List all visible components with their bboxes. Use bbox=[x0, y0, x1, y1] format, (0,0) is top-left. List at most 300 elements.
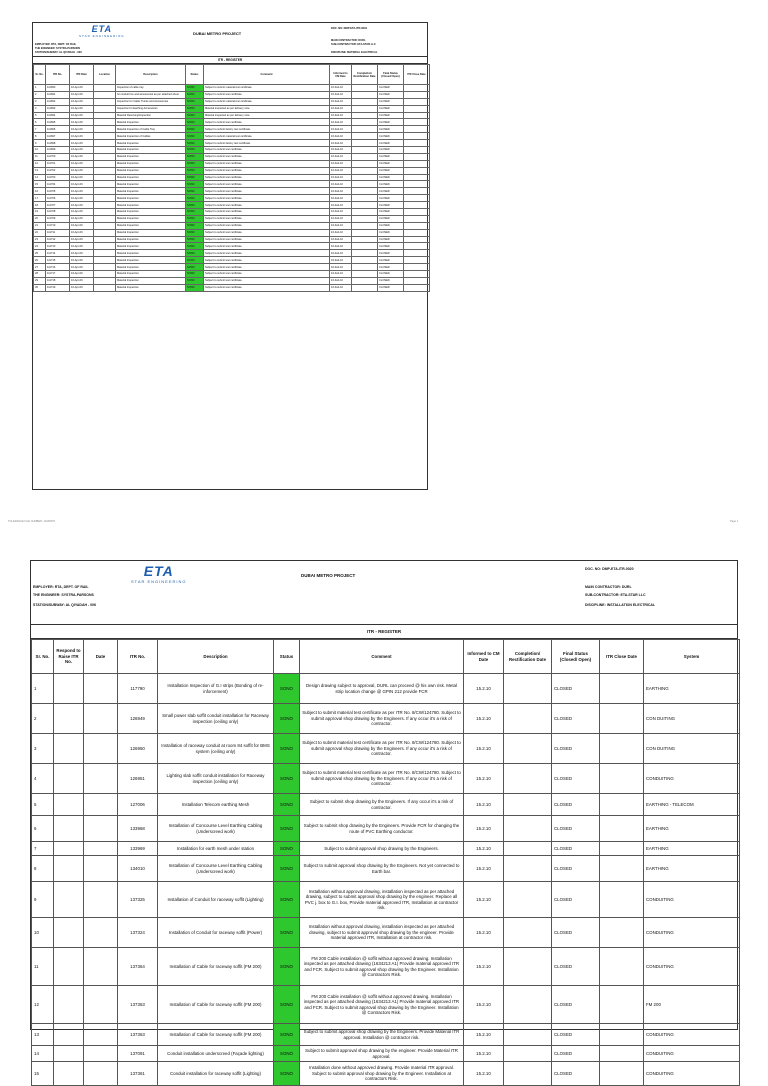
date-cell bbox=[84, 842, 118, 856]
comment-cell: Subject to submit test certificate. bbox=[204, 277, 330, 284]
respond-itr-cell bbox=[54, 1024, 84, 1046]
itr-no-cell: 111690 bbox=[46, 85, 70, 92]
itr-date-cell: 16-Apr-09 bbox=[70, 195, 94, 202]
itr-no-cell: 137325 bbox=[118, 882, 158, 918]
informed-date-cell: 16-Feb-10 bbox=[330, 105, 352, 112]
system-cell: EARTHING - TELECOM bbox=[644, 794, 740, 816]
column-header: ITR No. bbox=[46, 65, 70, 85]
completion-date-cell bbox=[352, 195, 378, 202]
final-status-cell: CLOSED bbox=[552, 948, 600, 986]
sr-no-cell: 4 bbox=[32, 764, 54, 794]
close-date-cell bbox=[404, 195, 430, 202]
date-cell bbox=[84, 704, 118, 734]
close-date-cell bbox=[404, 105, 430, 112]
completion-date-cell bbox=[352, 277, 378, 284]
final-status-cell: CLOSED bbox=[378, 264, 404, 271]
completion-date-cell bbox=[352, 243, 378, 250]
table-row bbox=[34, 243, 430, 250]
close-date-cell bbox=[404, 229, 430, 236]
completion-date-cell bbox=[352, 229, 378, 236]
location-cell bbox=[94, 98, 116, 105]
completion-date-cell bbox=[352, 105, 378, 112]
location-cell bbox=[94, 195, 116, 202]
sr-no-cell: 28 bbox=[34, 271, 46, 278]
description-cell: Material Inspection bbox=[116, 236, 186, 243]
location-cell bbox=[94, 91, 116, 98]
completion-date-cell bbox=[352, 147, 378, 154]
close-date-cell bbox=[600, 842, 644, 856]
informed-date-cell: 16-Feb-10 bbox=[330, 98, 352, 105]
description-cell: Small power slab soffit conduit installation for Raceway inspection (ceiling only) bbox=[158, 704, 274, 734]
location-cell bbox=[94, 167, 116, 174]
completion-date-cell bbox=[352, 202, 378, 209]
description-cell: Installation of Cable for raceway soffit (FM 200) bbox=[158, 948, 274, 986]
final-status-cell: CLOSED bbox=[552, 856, 600, 882]
itr-no-cell: 111719 bbox=[46, 284, 70, 291]
column-header: Informed to CM Date bbox=[330, 65, 352, 85]
comment-cell: Subject to submit test certificate. bbox=[204, 215, 330, 222]
final-status-cell: CLOSED bbox=[378, 119, 404, 126]
comment-cell: Subject to submit test certificate. bbox=[204, 222, 330, 229]
informed-date-cell: 15.2.10 bbox=[464, 986, 504, 1024]
completion-date-cell bbox=[504, 674, 552, 704]
itr-no-cell: 137091 bbox=[118, 1046, 158, 1062]
comment-cell: Subject to submit test certificate. bbox=[204, 250, 330, 257]
close-date-cell bbox=[600, 1046, 644, 1062]
completion-date-cell bbox=[352, 153, 378, 160]
itr-no-cell: 111716 bbox=[46, 264, 70, 271]
completion-date-cell bbox=[504, 704, 552, 734]
close-date-cell bbox=[404, 277, 430, 284]
sr-no-cell: 2 bbox=[34, 91, 46, 98]
itr-date-cell: 16-Apr-09 bbox=[70, 202, 94, 209]
close-date-cell bbox=[600, 882, 644, 918]
itr-date-cell: 16-Apr-09 bbox=[70, 181, 94, 188]
table-row bbox=[34, 202, 430, 209]
register-sheet-2 bbox=[30, 560, 738, 1082]
system-cell: CONDUITING bbox=[644, 764, 740, 794]
itr-no-cell: 111692 bbox=[46, 98, 70, 105]
itr-register-table bbox=[33, 64, 430, 292]
itr-date-cell: 16-Apr-09 bbox=[70, 105, 94, 112]
status-cell: SONO bbox=[274, 986, 300, 1024]
informed-date-cell: 16-Feb-10 bbox=[330, 271, 352, 278]
table-row bbox=[34, 236, 430, 243]
informed-date-cell: 16-Feb-10 bbox=[330, 257, 352, 264]
date-cell bbox=[84, 674, 118, 704]
completion-date-cell bbox=[352, 167, 378, 174]
itr-no-cell: 126951 bbox=[118, 764, 158, 794]
final-status-cell: CLOSED bbox=[552, 918, 600, 948]
sr-no-cell: 16 bbox=[34, 188, 46, 195]
comment-cell: Design drawing subject to approval, DURL can proceed @ his own risk. Metal strip location change @ GPIN 212 provide FCR bbox=[300, 674, 464, 704]
itr-date-cell: 16-Apr-09 bbox=[70, 140, 94, 147]
table-row bbox=[34, 91, 430, 98]
itr-no-cell: 137363 bbox=[118, 986, 158, 1024]
column-header: Final Status (Closed/ Open) bbox=[378, 65, 404, 85]
table-row bbox=[32, 764, 740, 794]
itr-no-cell: 111701 bbox=[46, 160, 70, 167]
date-cell bbox=[84, 856, 118, 882]
itr-no-cell: 111695 bbox=[46, 119, 70, 126]
itr-date-cell: 16-Apr-09 bbox=[70, 112, 94, 119]
status-cell: SONO bbox=[186, 133, 204, 140]
table-body bbox=[34, 85, 430, 292]
table-row bbox=[32, 1046, 740, 1062]
completion-date-cell bbox=[352, 209, 378, 216]
column-header: ITR No. bbox=[118, 640, 158, 674]
description-cell: Installation for earth mesh under station bbox=[158, 842, 274, 856]
column-header: Status bbox=[186, 65, 204, 85]
close-date-cell bbox=[600, 816, 644, 842]
final-status-cell: CLOSED bbox=[378, 202, 404, 209]
table-row bbox=[34, 284, 430, 291]
status-cell: SONO bbox=[186, 105, 204, 112]
comment-cell: Material inspected as per delivery note. bbox=[204, 105, 330, 112]
itr-date-cell: 16-Apr-09 bbox=[70, 188, 94, 195]
completion-date-cell bbox=[352, 271, 378, 278]
completion-date-cell bbox=[352, 250, 378, 257]
close-date-cell bbox=[600, 1024, 644, 1046]
sr-no-cell: 19 bbox=[34, 209, 46, 216]
itr-no-cell: 111709 bbox=[46, 215, 70, 222]
sr-no-cell: 30 bbox=[34, 284, 46, 291]
sr-no-cell: 22 bbox=[34, 229, 46, 236]
completion-date-cell bbox=[504, 816, 552, 842]
system-cell: CONDUITING bbox=[644, 1046, 740, 1062]
final-status-cell: CLOSED bbox=[552, 882, 600, 918]
status-cell: SONO bbox=[274, 1062, 300, 1086]
itr-date-cell: 16-Apr-09 bbox=[70, 133, 94, 140]
comment-cell: Material inspected as per delivery note. bbox=[204, 112, 330, 119]
description-cell: Material Inspection bbox=[116, 188, 186, 195]
itr-date-cell: 16-Apr-09 bbox=[70, 153, 94, 160]
table-row bbox=[32, 948, 740, 986]
final-status-cell: CLOSED bbox=[552, 842, 600, 856]
description-cell: Material Inspection bbox=[116, 195, 186, 202]
completion-date-cell bbox=[504, 794, 552, 816]
system-cell: CONDUITING bbox=[644, 882, 740, 918]
informed-date-cell: 16-Feb-10 bbox=[330, 167, 352, 174]
table-row bbox=[32, 734, 740, 764]
status-cell: SONO bbox=[186, 229, 204, 236]
itr-date-cell: 16-Apr-09 bbox=[70, 209, 94, 216]
completion-date-cell bbox=[352, 174, 378, 181]
status-cell: SONO bbox=[274, 704, 300, 734]
sr-no-cell: 9 bbox=[32, 882, 54, 918]
comment-cell: Subject to submit approval shop drawing by the Engineers. Provide Material ITR approval. Installation @ contractor risk. bbox=[300, 1024, 464, 1046]
sr-no-cell: 26 bbox=[34, 257, 46, 264]
doc-number: DOC. NO: DMP-ETA-ITR-0019 bbox=[331, 27, 367, 30]
table-row bbox=[34, 140, 430, 147]
comment-cell: Subject to submit test certificate. bbox=[204, 153, 330, 160]
completion-date-cell bbox=[352, 284, 378, 291]
table-row bbox=[32, 704, 740, 734]
comment-cell: Subject to submit test certificate. bbox=[204, 271, 330, 278]
column-header: Completion/ Rectification Date bbox=[504, 640, 552, 674]
itr-date-cell: 16-Apr-09 bbox=[70, 174, 94, 181]
status-cell: SONO bbox=[274, 734, 300, 764]
register-page-2 bbox=[0, 560, 768, 1082]
close-date-cell bbox=[600, 704, 644, 734]
column-header: Final Status (Closed/ Open) bbox=[552, 640, 600, 674]
description-cell: Material Inspection bbox=[116, 250, 186, 257]
itr-date-cell: 16-Apr-09 bbox=[70, 264, 94, 271]
sr-no-cell: 6 bbox=[34, 119, 46, 126]
informed-date-cell: 15.2.10 bbox=[464, 882, 504, 918]
close-date-cell bbox=[404, 284, 430, 291]
sheet-header bbox=[33, 23, 427, 57]
description-cell: Conduit installation underscreed (Façade lighting) bbox=[158, 1046, 274, 1062]
itr-date-cell: 16-Apr-09 bbox=[70, 160, 94, 167]
table-row bbox=[34, 264, 430, 271]
close-date-cell bbox=[404, 153, 430, 160]
close-date-cell bbox=[404, 174, 430, 181]
comment-cell: Subject to submit test certificate. bbox=[204, 160, 330, 167]
completion-date-cell bbox=[352, 188, 378, 195]
sr-no-cell: 15 bbox=[32, 1062, 54, 1086]
description-cell: Conduit installation for raceway soffit (Lighting) bbox=[158, 1062, 274, 1086]
description-cell: Material Inspection bbox=[116, 202, 186, 209]
project-title: DUBAI METRO PROJECT bbox=[193, 31, 242, 36]
status-cell: SONO bbox=[186, 277, 204, 284]
sr-no-cell: 5 bbox=[32, 794, 54, 816]
comment-cell: Subject to submit test certificate. bbox=[204, 195, 330, 202]
close-date-cell bbox=[600, 918, 644, 948]
comment-cell: Subject to submit test certificate. bbox=[204, 147, 330, 154]
itr-date-cell: 16-Apr-09 bbox=[70, 236, 94, 243]
sr-no-cell: 11 bbox=[34, 153, 46, 160]
informed-date-cell: 16-Feb-10 bbox=[330, 236, 352, 243]
close-date-cell bbox=[404, 119, 430, 126]
table-row bbox=[34, 277, 430, 284]
final-status-cell: CLOSED bbox=[378, 174, 404, 181]
informed-date-cell: 16-Feb-10 bbox=[330, 264, 352, 271]
comment-cell: Installation without approval drawing, installation inspected as per attached drawing, subject to submit approval shop drawing by the engineer. Replace all PVC j. box to G.I. box, Provide material approved ITR, Installation at contractor risk. bbox=[300, 882, 464, 918]
description-cell: Installation of Concourse Level Earthing Cabling (Underscreed work) bbox=[158, 856, 274, 882]
sub-contractor: SUB-CONTRACTOR: ETA-STAR LLC bbox=[585, 593, 646, 597]
informed-date-cell: 16-Feb-10 bbox=[330, 112, 352, 119]
sr-no-cell: 7 bbox=[32, 842, 54, 856]
close-date-cell bbox=[404, 167, 430, 174]
date-cell bbox=[84, 816, 118, 842]
informed-date-cell: 16-Feb-10 bbox=[330, 147, 352, 154]
description-cell: Installation of Conduit for raceway soffit (Power) bbox=[158, 918, 274, 948]
informed-date-cell: 16-Feb-10 bbox=[330, 181, 352, 188]
itr-no-cell: 111712 bbox=[46, 236, 70, 243]
completion-date-cell bbox=[504, 1062, 552, 1086]
final-status-cell: CLOSED bbox=[378, 250, 404, 257]
respond-itr-cell bbox=[54, 816, 84, 842]
table-row bbox=[32, 882, 740, 918]
column-header: Description bbox=[116, 65, 186, 85]
sr-no-cell: 27 bbox=[34, 264, 46, 271]
final-status-cell: CLOSED bbox=[378, 91, 404, 98]
engineer-label: THE ENGINEER: SYSTRA-PARSONS bbox=[33, 593, 94, 597]
system-cell: EARTHING bbox=[644, 856, 740, 882]
informed-date-cell: 16-Feb-10 bbox=[330, 222, 352, 229]
comment-cell: Subject to submit test certificate. bbox=[204, 284, 330, 291]
comment-cell: FM 200 Cable installation @ soffit without approved drawing. Installation inspected as per attached drawing (1634213 A1) Provide material approved ITR and FCR. Subject to submit approval shop drawing by the Engineer. Installation @ Contractors Risk. bbox=[300, 986, 464, 1024]
sr-no-cell: 17 bbox=[34, 195, 46, 202]
status-cell: SONO bbox=[186, 181, 204, 188]
status-cell: SONO bbox=[186, 85, 204, 92]
main-contractor: MAIN CONTRACTOR: DURL bbox=[585, 585, 632, 589]
status-cell: SONO bbox=[186, 202, 204, 209]
table-row bbox=[32, 674, 740, 704]
status-cell: SONO bbox=[274, 882, 300, 918]
itr-date-cell: 16-Apr-09 bbox=[70, 271, 94, 278]
itr-no-cell: 111703 bbox=[46, 174, 70, 181]
completion-date-cell bbox=[504, 842, 552, 856]
completion-date-cell bbox=[352, 264, 378, 271]
informed-date-cell: 15.2.10 bbox=[464, 794, 504, 816]
informed-date-cell: 15.2.10 bbox=[464, 1062, 504, 1086]
description-cell: Material Inspection bbox=[116, 277, 186, 284]
comment-cell: Subject to submit test certificate. bbox=[204, 174, 330, 181]
itr-no-cell: 126949 bbox=[118, 704, 158, 734]
informed-date-cell: 16-Feb-10 bbox=[330, 91, 352, 98]
location-cell bbox=[94, 222, 116, 229]
final-status-cell: CLOSED bbox=[378, 147, 404, 154]
location-cell bbox=[94, 202, 116, 209]
station-label: STATION/SUBWAY: AL QIYADAH - 006 bbox=[33, 603, 96, 607]
table-row bbox=[34, 119, 430, 126]
table-row bbox=[34, 112, 430, 119]
employer-label: EMPLOYER: RTA, DEPT. OF RAIL bbox=[35, 43, 77, 46]
respond-itr-cell bbox=[54, 842, 84, 856]
respond-itr-cell bbox=[54, 948, 84, 986]
sr-no-cell: 13 bbox=[34, 167, 46, 174]
itr-no-cell: 137364 bbox=[118, 948, 158, 986]
location-cell bbox=[94, 147, 116, 154]
location-cell bbox=[94, 181, 116, 188]
final-status-cell: CLOSED bbox=[552, 1062, 600, 1086]
location-cell bbox=[94, 160, 116, 167]
final-status-cell: CLOSED bbox=[378, 167, 404, 174]
location-cell bbox=[94, 112, 116, 119]
table-row bbox=[32, 816, 740, 842]
itr-date-cell: 16-Apr-09 bbox=[70, 91, 94, 98]
completion-date-cell bbox=[352, 215, 378, 222]
status-cell: SONO bbox=[186, 236, 204, 243]
itr-date-cell: 16-Apr-09 bbox=[70, 257, 94, 264]
sr-no-cell: 18 bbox=[34, 202, 46, 209]
final-status-cell: CLOSED bbox=[552, 794, 600, 816]
status-cell: SONO bbox=[274, 948, 300, 986]
table-row bbox=[32, 1062, 740, 1086]
final-status-cell: CLOSED bbox=[378, 209, 404, 216]
comment-cell: FM 200 Cable installation @ soffit without approved drawing. Installation inspected as per attached drawing (1634213 A1) Provide material approved ITR and FCR. Subject to submit approval shop drawing by the Engineer. Installation @ Contractors Risk. bbox=[300, 948, 464, 986]
column-header: Date bbox=[84, 640, 118, 674]
completion-date-cell bbox=[352, 119, 378, 126]
description-cell: Installation of raceway conduit at room 84 soffit for BMS system (ceiling only) bbox=[158, 734, 274, 764]
close-date-cell bbox=[600, 674, 644, 704]
itr-no-cell: 111700 bbox=[46, 153, 70, 160]
sr-no-cell: 8 bbox=[34, 133, 46, 140]
final-status-cell: CLOSED bbox=[378, 85, 404, 92]
informed-date-cell: 16-Feb-10 bbox=[330, 277, 352, 284]
description-cell: Material Inspection bbox=[116, 229, 186, 236]
location-cell bbox=[94, 264, 116, 271]
description-cell: Installation of Cable for raceway soffit (FM 200) bbox=[158, 1024, 274, 1046]
comment-cell: Subject to submit test certificate. bbox=[204, 188, 330, 195]
respond-itr-cell bbox=[54, 882, 84, 918]
location-cell bbox=[94, 188, 116, 195]
informed-date-cell: 16-Feb-10 bbox=[330, 202, 352, 209]
final-status-cell: CLOSED bbox=[378, 284, 404, 291]
description-cell: Material Inspection bbox=[116, 243, 186, 250]
sr-no-cell: 12 bbox=[34, 160, 46, 167]
itr-no-cell: 133969 bbox=[118, 842, 158, 856]
comment-cell: Subject to submit factory test certificate. bbox=[204, 126, 330, 133]
description-cell: Inspection of cable tray bbox=[116, 85, 186, 92]
comment-cell: Subject to submit test certificate. bbox=[204, 264, 330, 271]
table-row bbox=[34, 215, 430, 222]
table-row bbox=[34, 174, 430, 181]
system-cell: EARTHING bbox=[644, 816, 740, 842]
company-logo: ETA STAR ENGINEERING bbox=[79, 24, 125, 38]
column-header: Sr. No. bbox=[34, 65, 46, 85]
description-cell: Material Inspection bbox=[116, 153, 186, 160]
close-date-cell bbox=[600, 764, 644, 794]
table-row bbox=[34, 181, 430, 188]
sr-no-cell: 3 bbox=[34, 98, 46, 105]
completion-date-cell bbox=[352, 257, 378, 264]
completion-date-cell bbox=[504, 882, 552, 918]
itr-date-cell: 16-Apr-09 bbox=[70, 229, 94, 236]
sr-no-cell: 24 bbox=[34, 243, 46, 250]
status-cell: SONO bbox=[274, 674, 300, 704]
itr-no-cell: 127006 bbox=[118, 794, 158, 816]
sr-no-cell: 4 bbox=[34, 105, 46, 112]
system-cell: CONDUITING bbox=[644, 948, 740, 986]
informed-date-cell: 15.2.10 bbox=[464, 842, 504, 856]
status-cell: SONO bbox=[186, 126, 204, 133]
doc-number: DOC. NO: DMP-ETA-ITR-0020 bbox=[585, 567, 634, 571]
column-header: Respond to Raise ITR No. bbox=[54, 640, 84, 674]
table-row bbox=[34, 222, 430, 229]
comment-cell: Subject to submit approval shop drawing by the Engineers. bbox=[300, 842, 464, 856]
discipline: DISCIPLINE: MATERIAL ELECTRICAL bbox=[331, 51, 378, 54]
final-status-cell: CLOSED bbox=[378, 126, 404, 133]
informed-date-cell: 16-Feb-10 bbox=[330, 133, 352, 140]
itr-date-cell: 16-Apr-09 bbox=[70, 98, 94, 105]
informed-date-cell: 16-Feb-10 bbox=[330, 153, 352, 160]
itr-no-cell: 111717 bbox=[46, 271, 70, 278]
itr-no-cell: 137363 bbox=[118, 1024, 158, 1046]
comment-cell: Subject to submit test certificate. bbox=[204, 202, 330, 209]
informed-date-cell: 16-Feb-10 bbox=[330, 229, 352, 236]
close-date-cell bbox=[404, 112, 430, 119]
column-header: Location bbox=[94, 65, 116, 85]
itr-no-cell: 111715 bbox=[46, 257, 70, 264]
completion-date-cell bbox=[504, 734, 552, 764]
date-cell bbox=[84, 794, 118, 816]
table-row bbox=[34, 209, 430, 216]
location-cell bbox=[94, 215, 116, 222]
sr-no-cell: 25 bbox=[34, 250, 46, 257]
description-cell: Material Inspection bbox=[116, 119, 186, 126]
informed-date-cell: 15.2.10 bbox=[464, 674, 504, 704]
register-sheet-1 bbox=[32, 22, 428, 490]
status-cell: SONO bbox=[274, 856, 300, 882]
description-cell: Material Receiving/Inspection bbox=[116, 112, 186, 119]
description-cell: Material Inspection bbox=[116, 222, 186, 229]
itr-date-cell: 16-Apr-09 bbox=[70, 167, 94, 174]
date-cell bbox=[84, 948, 118, 986]
sr-no-cell: 14 bbox=[32, 1046, 54, 1062]
